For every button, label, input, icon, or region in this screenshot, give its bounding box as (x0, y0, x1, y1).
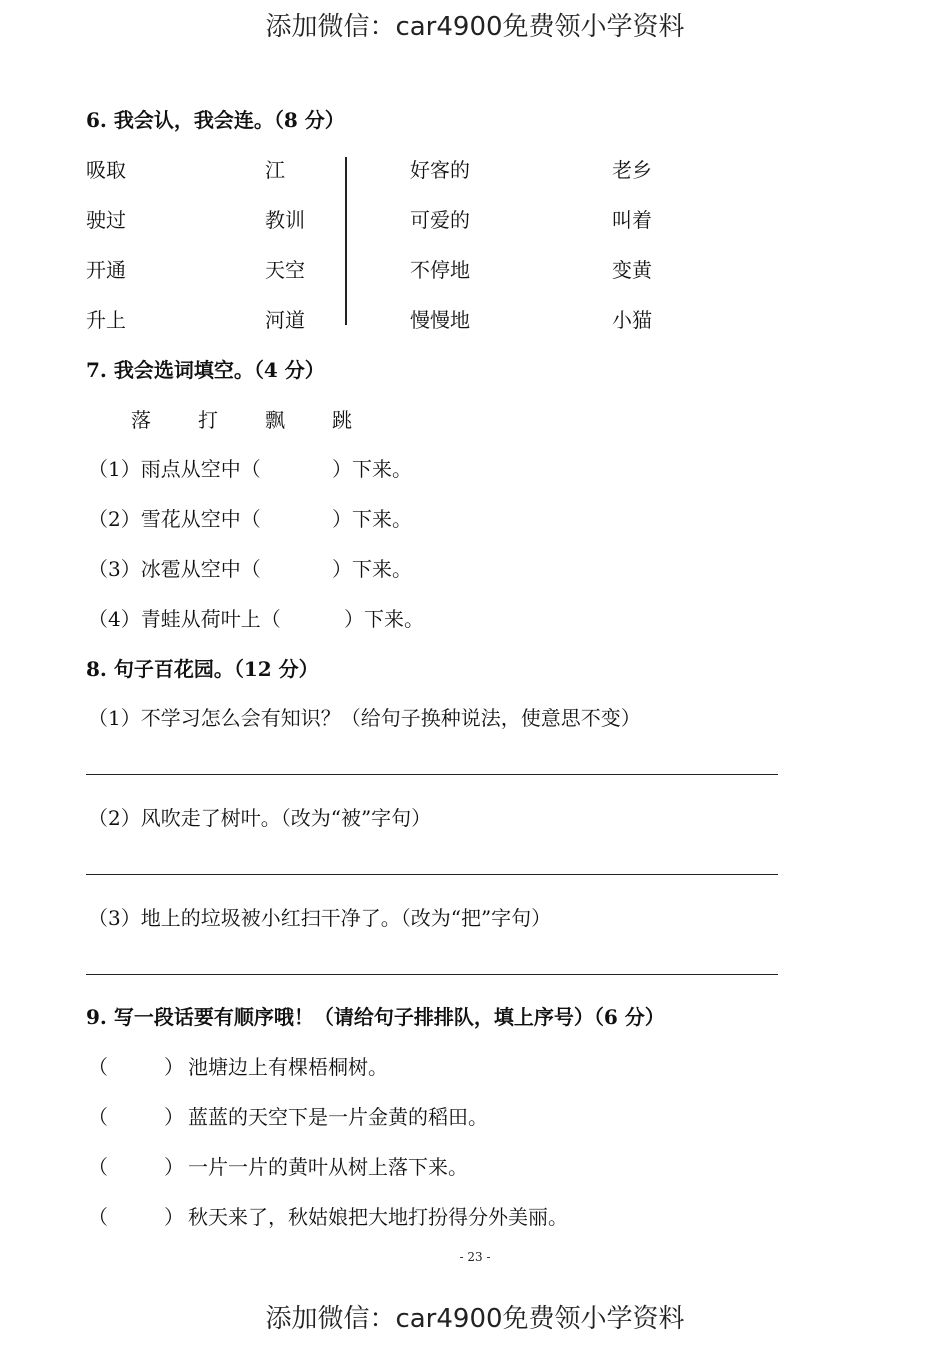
match-word-col1-2: 驶过 (86, 208, 126, 232)
order-item-3-close: ） (164, 1155, 184, 1179)
order-item-2-close: ） (164, 1105, 184, 1129)
question-8-title: 8. 句子百花园。（12 分） (86, 657, 319, 681)
match-word-col4-4: 小猫 (612, 308, 652, 332)
fill-item-3-prefix: （3）冰雹从空中（ (88, 557, 261, 581)
match-word-col4-3: 变黄 (612, 258, 652, 282)
match-word-col3-3: 不停地 (410, 258, 470, 282)
match-word-col1-1: 吸取 (86, 158, 126, 182)
answer-line-3 (86, 974, 778, 975)
match-word-col4-2: 叫着 (612, 208, 652, 232)
match-word-col2-2: 教训 (265, 208, 305, 232)
fill-item-4-prefix: （4）青蛙从荷叶上（ (88, 607, 281, 631)
fill-item-1-prefix: （1）雨点从空中（ (88, 457, 261, 481)
order-item-2-open: （ (88, 1105, 108, 1129)
match-word-col3-2: 可爱的 (410, 208, 470, 232)
fill-item-2-suffix: ）下来。 (332, 507, 412, 531)
word-choice-3: 飘 (265, 408, 285, 432)
sentence-item-3: （3）地上的垃圾被小红扫干净了。（改为“把”字句） (88, 906, 552, 930)
order-item-1-close: ） (164, 1055, 184, 1079)
order-item-1-open: （ (88, 1055, 108, 1079)
order-item-1-text: 池塘边上有棵梧桐树。 (188, 1055, 388, 1079)
match-word-col3-1: 好客的 (410, 158, 470, 182)
question-7-title: 7. 我会选词填空。（4 分） (86, 358, 325, 382)
match-word-col1-3: 开通 (86, 258, 126, 282)
question-6-title: 6. 我会认，我会连。（8 分） (86, 108, 345, 132)
order-item-4-close: ） (164, 1205, 184, 1229)
match-word-col2-4: 河道 (265, 308, 305, 332)
fill-item-2-prefix: （2）雪花从空中（ (88, 507, 261, 531)
fill-item-3-suffix: ）下来。 (332, 557, 412, 581)
word-choice-2: 打 (198, 408, 218, 432)
wechat-banner-top: 添加微信：car4900免费领小学资料 (265, 12, 685, 42)
order-item-3-open: （ (88, 1155, 108, 1179)
wechat-banner-bottom: 添加微信：car4900免费领小学资料 (265, 1304, 685, 1334)
page-number: - 23 - (459, 1250, 491, 1264)
order-item-4-text: 秋天来了，秋姑娘把大地打扮得分外美丽。 (188, 1205, 568, 1229)
order-item-3-text: 一片一片的黄叶从树上落下来。 (188, 1155, 468, 1179)
fill-item-4-suffix: ）下来。 (344, 607, 424, 631)
word-choice-4: 跳 (332, 408, 352, 432)
question-9-title: 9. 写一段话要有顺序哦！（请给句子排排队，填上序号）（6 分） (86, 1005, 665, 1029)
order-item-2-text: 蓝蓝的天空下是一片金黄的稻田。 (188, 1105, 488, 1129)
match-word-col4-1: 老乡 (612, 158, 652, 182)
sentence-item-1: （1）不学习怎么会有知识？（给句子换种说法，使意思不变） (88, 706, 641, 730)
sentence-item-2: （2）风吹走了树叶。（改为“被”字句） (88, 806, 432, 830)
word-choice-1: 落 (131, 408, 151, 432)
match-word-col3-4: 慢慢地 (410, 308, 470, 332)
order-item-4-open: （ (88, 1205, 108, 1229)
answer-line-1 (86, 774, 778, 775)
fill-item-1-suffix: ）下来。 (332, 457, 412, 481)
answer-line-2 (86, 874, 778, 875)
match-word-col2-3: 天空 (265, 258, 305, 282)
column-divider (345, 157, 347, 325)
match-word-col1-4: 升上 (86, 308, 126, 332)
match-word-col2-1: 江 (265, 158, 285, 182)
